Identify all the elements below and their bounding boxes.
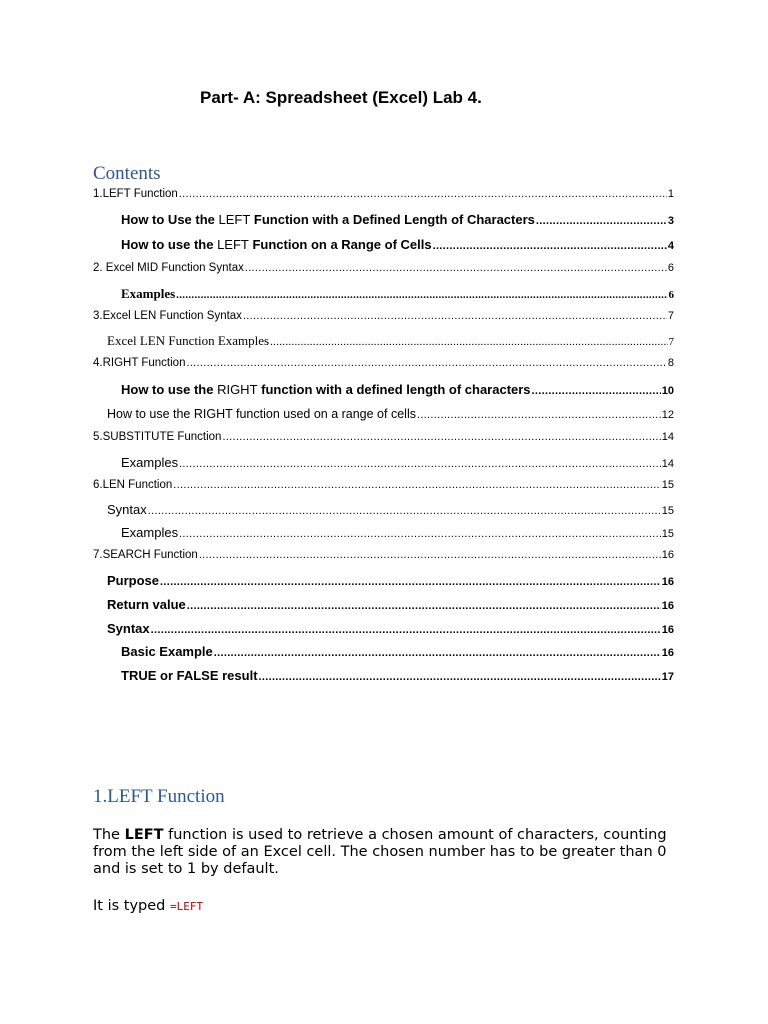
toc-entry-substitute-examples[interactable]: Examples ..... 14 xyxy=(121,455,674,470)
toc-entry-search-syntax[interactable]: Syntax ..... 16 xyxy=(107,621,674,636)
toc-entry-search-purpose[interactable]: Purpose ..... 16 xyxy=(107,573,674,588)
toc-entry-search-basic-example[interactable]: Basic Example ..... 16 xyxy=(121,644,674,659)
toc-entry-right-function[interactable]: 4.RIGHT Function ..... 8 xyxy=(93,357,674,369)
toc-heading: Contents xyxy=(93,163,161,184)
toc-entry-right-range[interactable]: How to use the RIGHT function used on a range of cells ..... 12 xyxy=(107,407,674,421)
toc-entry-len-examples-sub[interactable]: Examples ..... 15 xyxy=(121,525,674,540)
toc-entry-substitute-function[interactable]: 5.SUBSTITUTE Function ..... 14 xyxy=(93,431,674,443)
toc-entry-left-defined-length[interactable]: How to Use the LEFT Function with a Defined Length of Characters ..... 3 xyxy=(121,212,674,227)
toc-entry-len-function[interactable]: 6.LEN Function ..... 15 xyxy=(93,479,674,491)
section-heading-left-function: 1.LEFT Function xyxy=(93,786,225,807)
toc-entry-search-function[interactable]: 7.SEARCH Function ..... 16 xyxy=(93,549,674,561)
toc-entry-len-syntax-sub[interactable]: Syntax ..... 15 xyxy=(107,502,674,517)
left-function-typed-line: It is typed =LEFT xyxy=(93,898,204,914)
toc-entry-len-syntax[interactable]: 3.Excel LEN Function Syntax ..... 7 xyxy=(93,310,674,322)
toc-entry-len-examples[interactable]: Excel LEN Function Examples ..... 7 xyxy=(107,333,674,349)
toc-entry-mid-examples[interactable]: Examples ..... 6 xyxy=(121,286,674,302)
document-title: Part- A: Spreadsheet (Excel) Lab 4. xyxy=(200,88,482,107)
left-formula-code: =LEFT xyxy=(169,900,204,913)
toc-entry-right-defined-length[interactable]: How to use the RIGHT function with a defined length of characters ..... 10 xyxy=(121,382,674,397)
toc-entry-left-range[interactable]: How to use the LEFT Function on a Range of Cells ..... 4 xyxy=(121,237,674,252)
toc-entry-mid-syntax[interactable]: 2. Excel MID Function Syntax ..... 6 xyxy=(93,262,674,274)
toc-entry-left-function[interactable]: 1.LEFT Function ..... 1 xyxy=(93,188,674,200)
left-function-description: The LEFT function is used to retrieve a chosen amount of characters, counting from the left side of an Excel cell. The chosen number has to be greater than 0 and is set to 1 by default. xyxy=(93,827,667,877)
toc-entry-search-return-value[interactable]: Return value ..... 16 xyxy=(107,597,674,612)
toc-entry-search-true-false[interactable]: TRUE or FALSE result ..... 17 xyxy=(121,668,674,683)
